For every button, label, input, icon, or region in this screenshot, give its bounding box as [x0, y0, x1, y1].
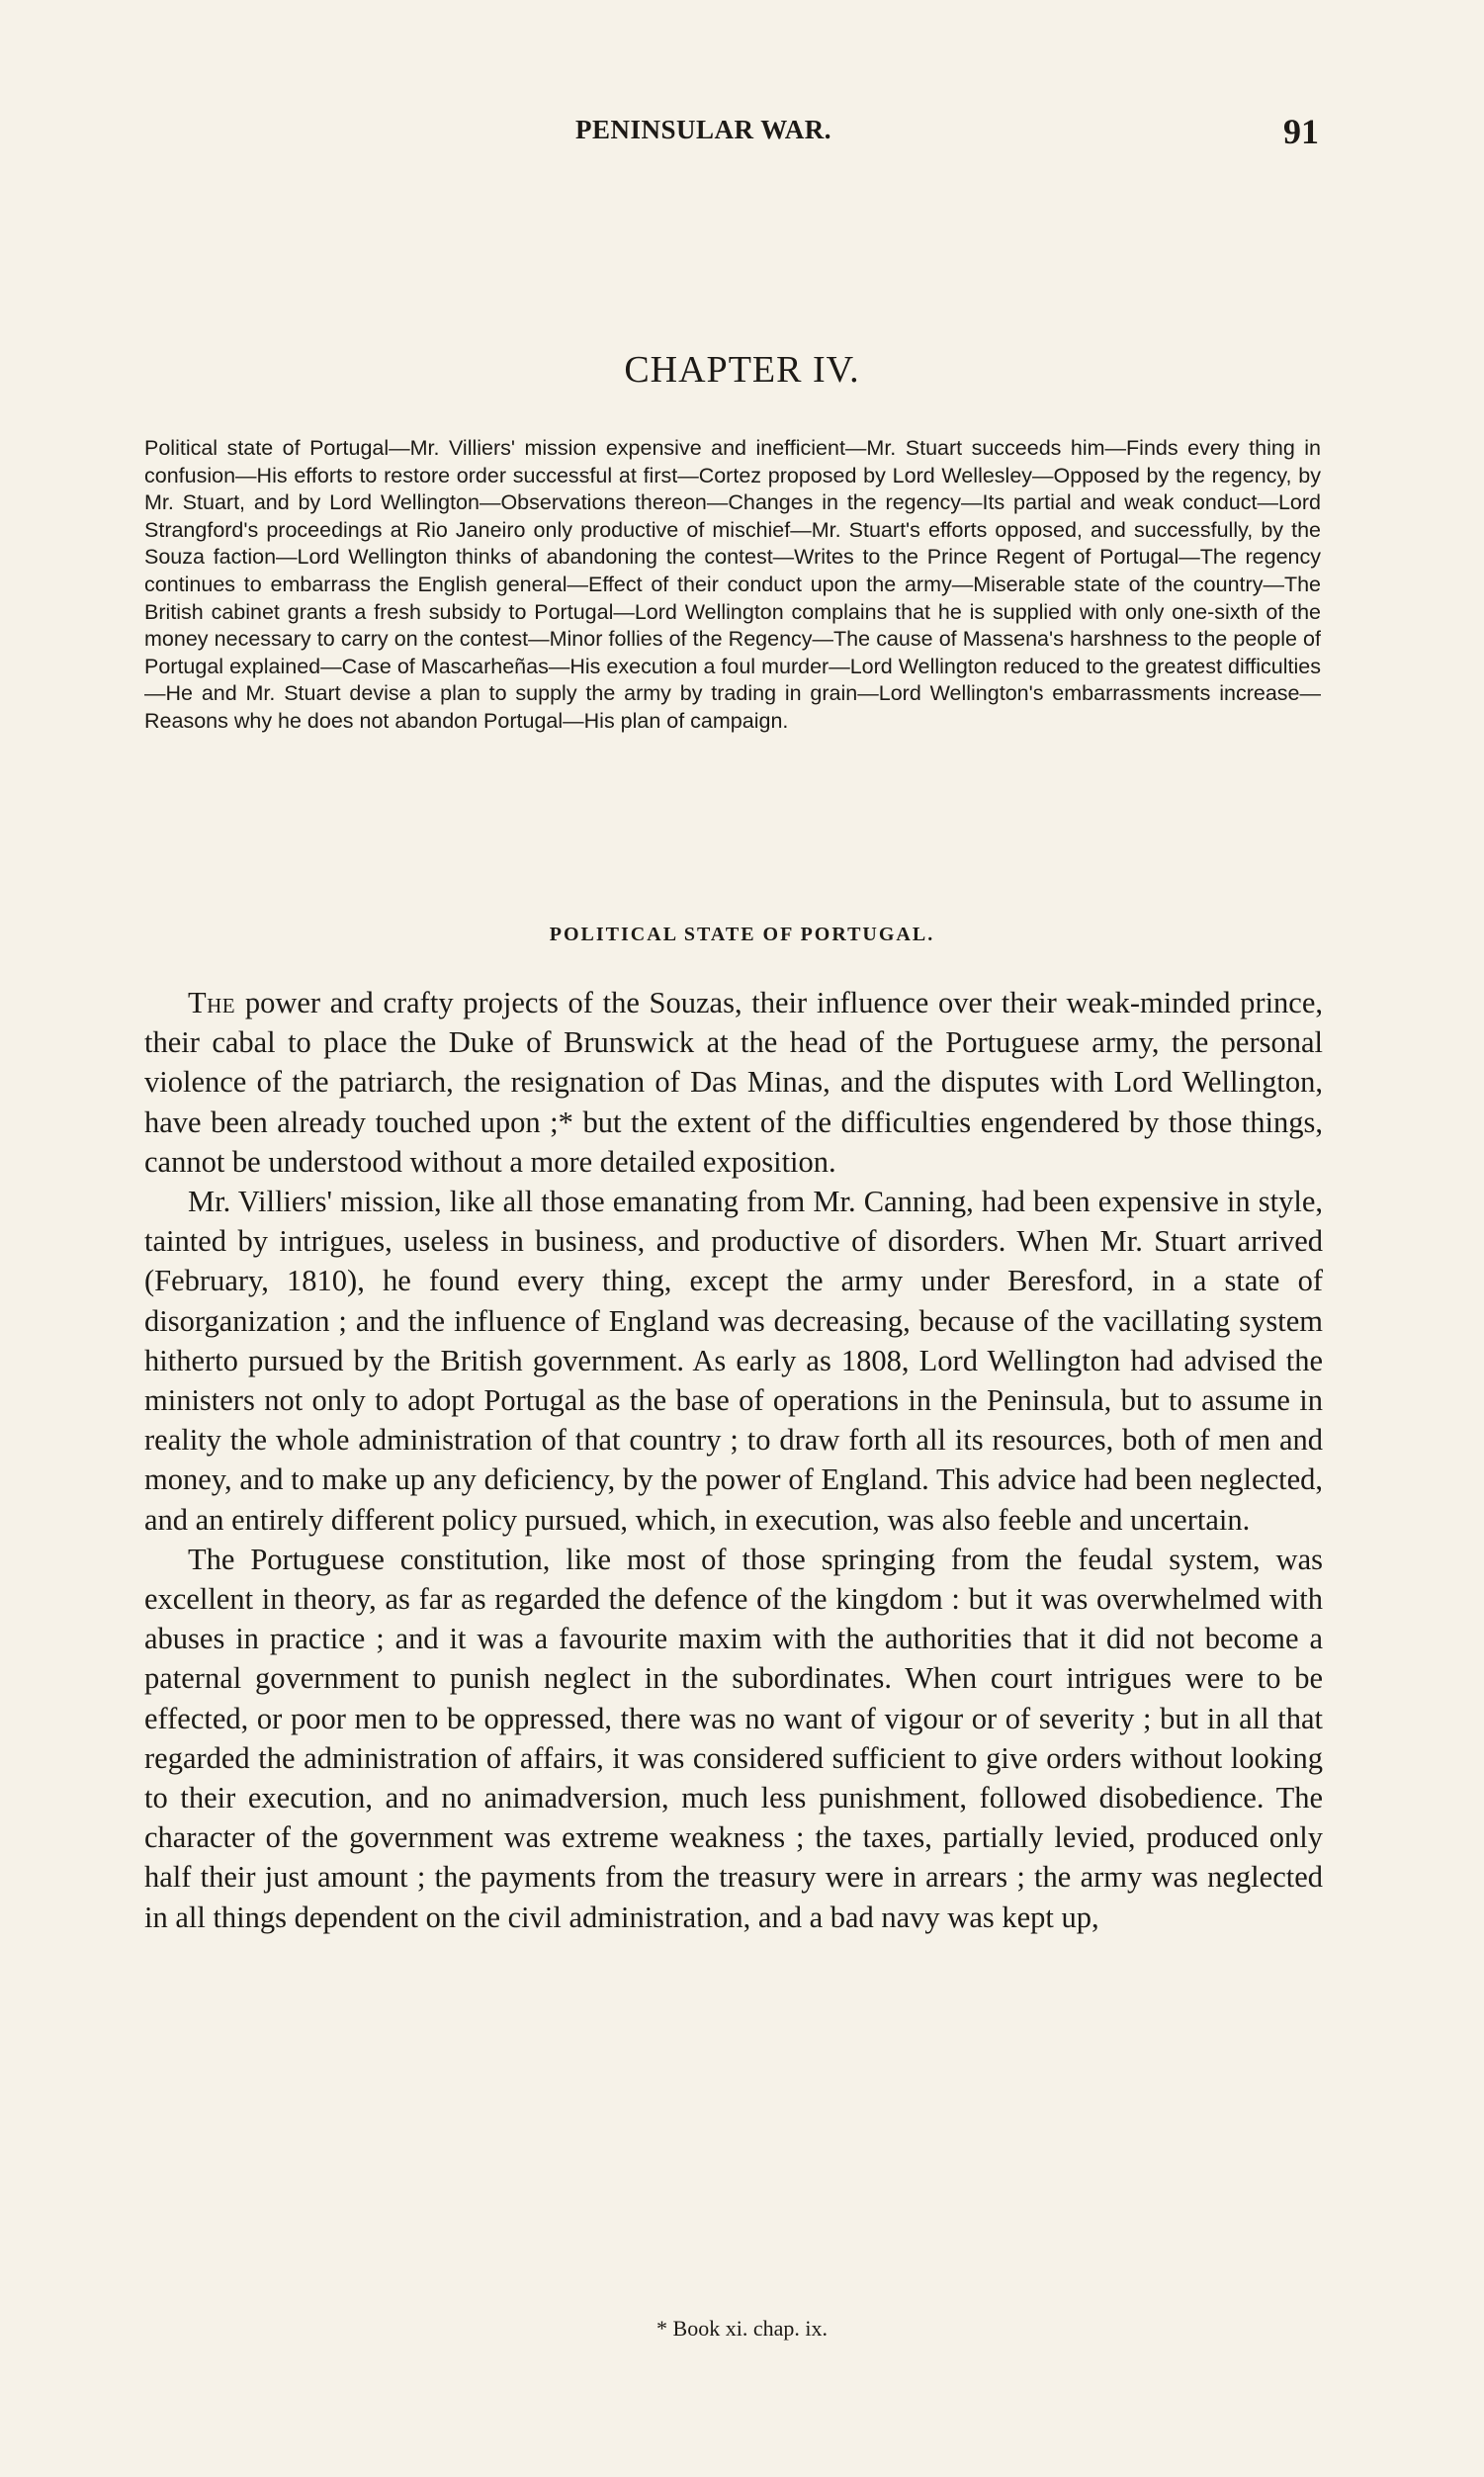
body-text — [144, 983, 1323, 1937]
paragraph-3: The Portuguese constitution, like most of those springing from the feudal system, was excellent in theory, as far as regarded the defence of the kingdom : but it was overwhelmed with abuses in practice ; and it was a favourite maxim with the authorities that it did not become a paternal government to punish neglect in the subordinates. When court intrigues were to be effected, or poor men to be oppressed, there was no want of vigour or of severity ; but in all that regarded the administration of affairs, it was considered sufficient to give orders without looking to their execution, and no animadversion, much less punishment, followed disobedience. The character of the government was extreme weakness ; the taxes, partially levied, produced only half their just amount ; the payments from the treasury were in arrears ; the army was neglected in all things dependent on the civil administration, and a bad navy was kept up, — [144, 1542, 1323, 1934]
running-head — [0, 112, 1484, 154]
paragraph-2: Mr. Villiers' mission, like all those emanating from Mr. Canning, had been expensive in style, tainted by intrigues, useless in business, and productive of disorders. When Mr. Stuart arrived (February, 1810), he found every thing, except the army under Beresford, in a state of disorganization ; and the influence of England was decreasing, because of the vacillating system hitherto pursued by the British government. As early as 1808, Lord Wellington had advised the ministers not only to adopt Portugal as the base of operations in the Peninsula, but to assume in reality the whole administration of that country ; to draw forth all its resources, both of men and money, and to make up any deficiency, by the power of England. This advice had been neglected, and an entirely different policy pursued, which, in execution, was also feeble and uncertain. — [144, 1185, 1323, 1537]
page-number: 91 — [1283, 112, 1319, 151]
paragraph-1-text: power and crafty projects of the Souzas, their influence over their weak-minded prince, their cabal to place the Duke of Brunswick at the head of the Portuguese army, the personal violence of the patriarch, the resignation of Das Minas, and the disputes with Lord Wellington, have been already touched upon ;* but the extent of the difficulties engendered by those things, cannot be understood without a more detailed exposition. — [144, 986, 1323, 1179]
running-title: PENINSULAR WAR. — [575, 115, 832, 144]
chapter-title: CHAPTER IV. — [624, 349, 860, 391]
paragraph-1 — [144, 983, 1323, 1182]
section-heading: POLITICAL STATE OF PORTUGAL. — [549, 924, 935, 945]
chapter-synopsis: Political state of Portugal—Mr. Villiers' mission expensive and inefficient—Mr. Stuart succeeds him—Finds every thing in confusion—His efforts to restore order successful at first—Cortez proposed by Lord Wellesley—Opposed by the regency, by Mr. Stuart, and by Lord Wellington—Observations thereon—Changes in the regency—Its partial and weak conduct—Lord Strangford's proceedings at Rio Janeiro only productive of mischief—Mr. Stuart's efforts opposed, and successfully, by the Souza faction—Lord Wellington thinks of abandoning the contest—Writes to the Prince Regent of Portugal—The regency continues to embarrass the English general—Effect of their conduct upon the army—Miserable state of the country—The British cabinet grants a fresh subsidy to Portugal—Lord Wellington complains that he is supplied with only one-sixth of the money necessary to carry on the contest—Minor follies of the Regency—The cause of Massena's harshness to the people of Portugal explained—Case of Mascarheñas—His execution a foul murder—Lord Wellington reduced to the greatest difficulties—He and Mr. Stuart devise a plan to supply the army by trading in grain—Lord Wellington's embarrassments increase—Reasons why he does not abandon Portugal—His plan of campaign. — [144, 436, 1321, 733]
footnote: * Book xi. chap. ix. — [656, 2316, 828, 2341]
paragraph-1-lead: The — [188, 986, 236, 1019]
